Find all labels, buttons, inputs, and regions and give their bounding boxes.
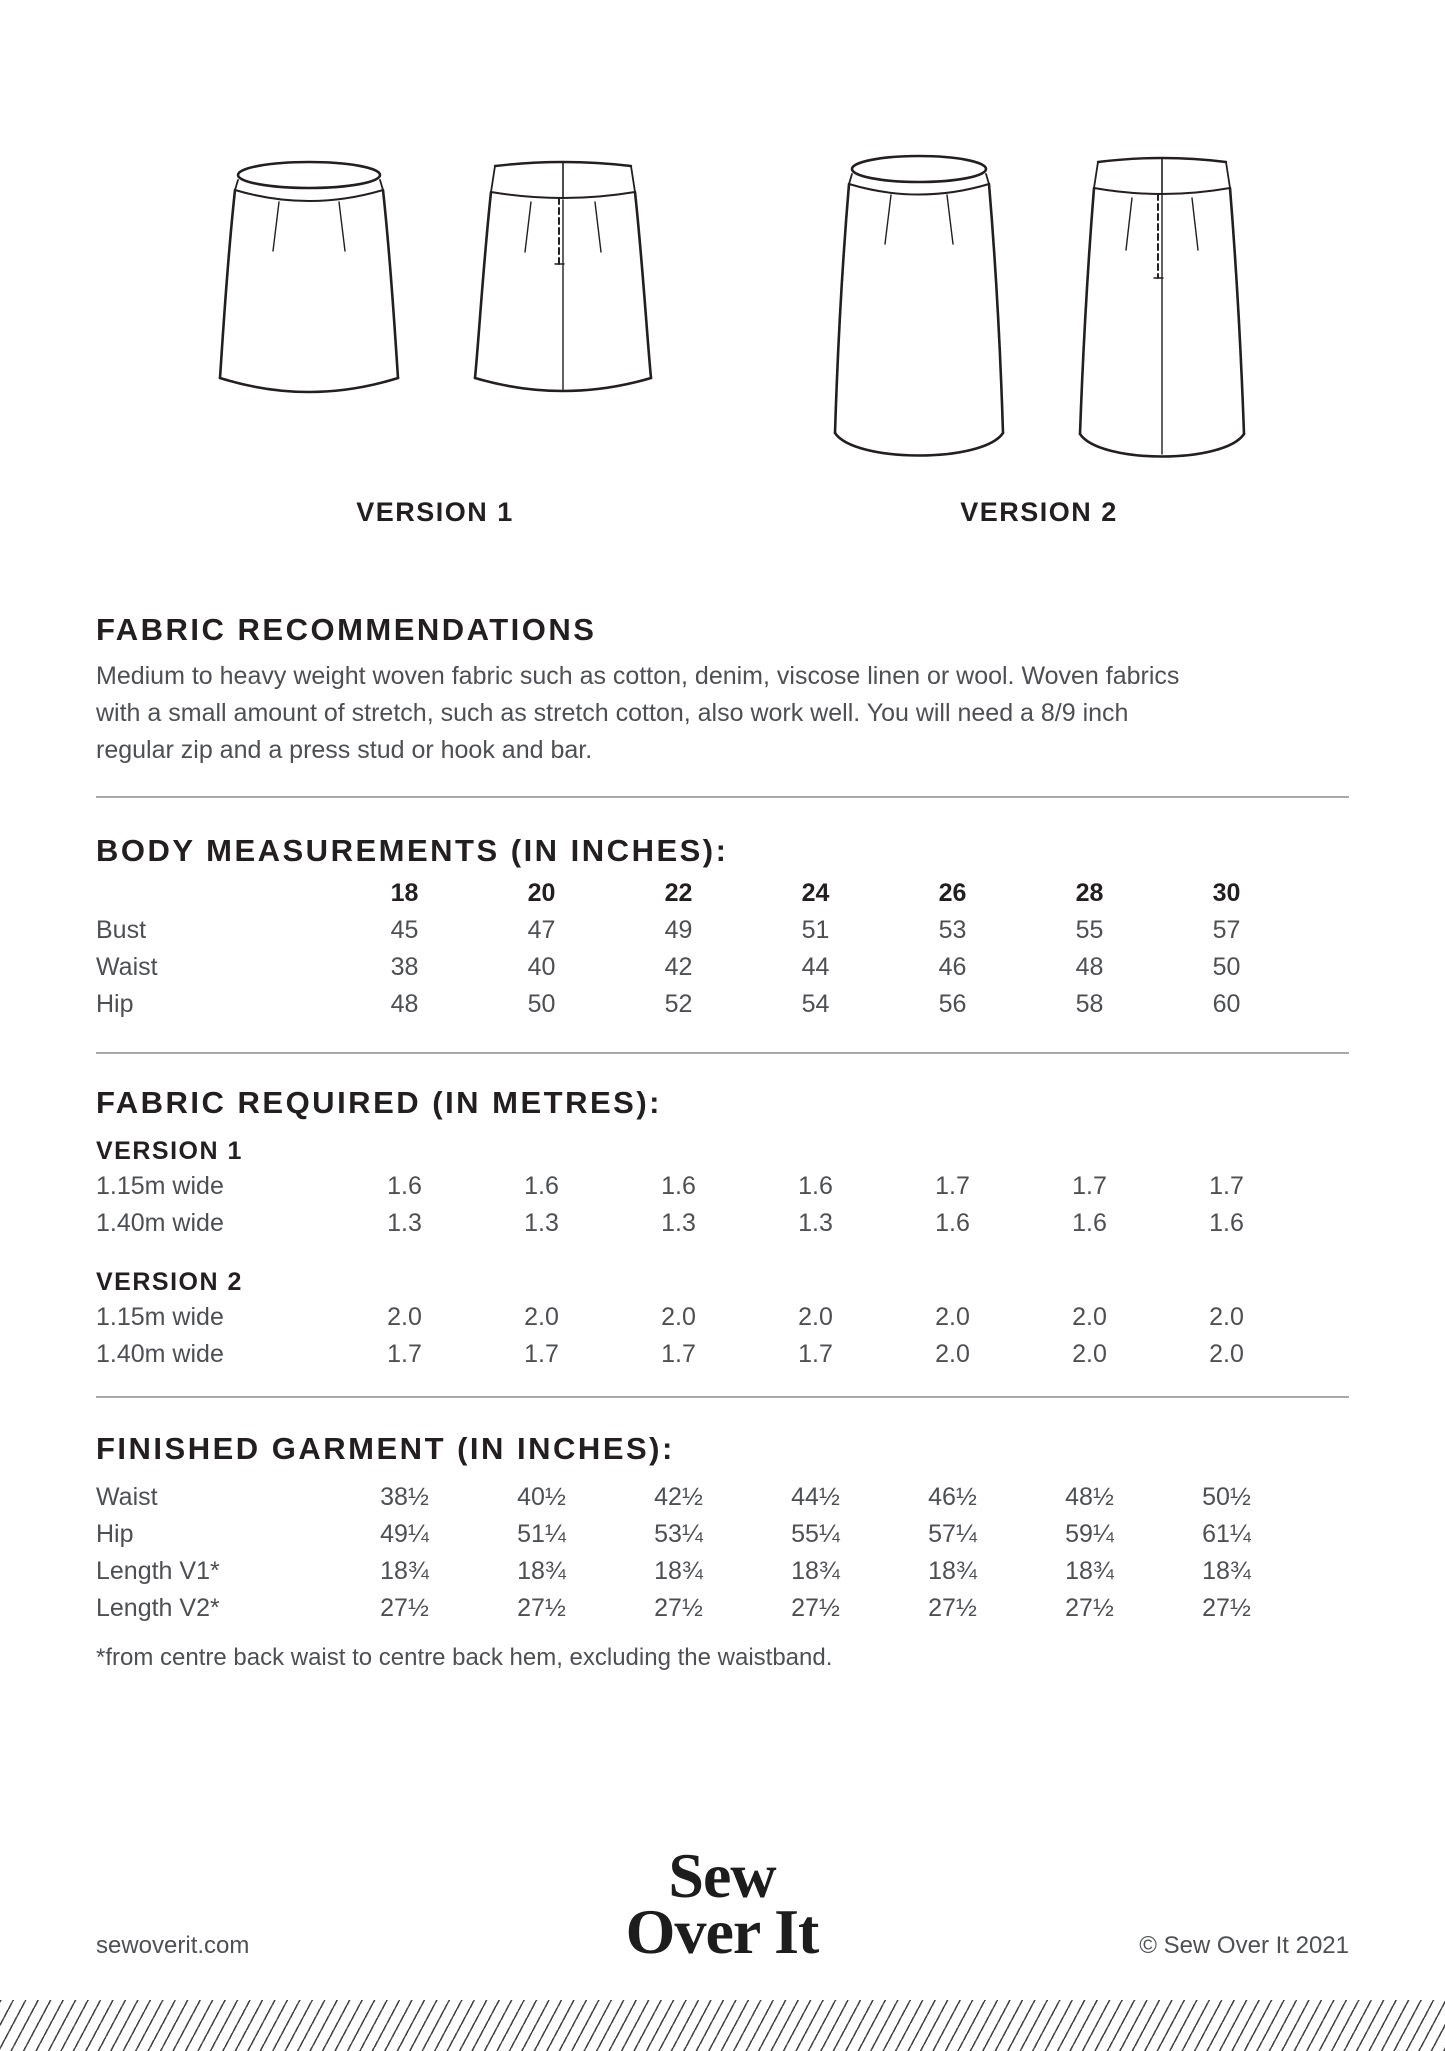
measurement-cell: 57: [1212, 916, 1241, 944]
measurement-cell: 58: [1075, 990, 1104, 1018]
measurement-cell: 1.3: [387, 1209, 422, 1237]
measurement-cell: 60: [1212, 990, 1241, 1018]
measurement-cell: 46½: [928, 1483, 977, 1511]
measurement-cell: 55¼: [791, 1520, 840, 1548]
measurement-cell: 2.0: [935, 1303, 970, 1331]
size-column-header: 18: [390, 879, 419, 907]
measurement-cell: 45: [390, 916, 419, 944]
measurement-cell: 40½: [517, 1483, 566, 1511]
measurement-cell: 1.3: [798, 1209, 833, 1237]
measurement-cell: 2.0: [1072, 1340, 1107, 1368]
measurement-cell: 2.0: [387, 1303, 422, 1331]
measurement-cell: 18¾: [791, 1557, 840, 1585]
measurement-cell: 18¾: [1202, 1557, 1251, 1585]
measurement-cell: 1.7: [1072, 1172, 1107, 1200]
measurement-cell: 1.7: [798, 1340, 833, 1368]
fabric-recommendations-text-line: Medium to heavy weight woven fabric such as cotton, denim, viscose linen or wool. Woven fabrics: [96, 662, 1180, 690]
section-divider: [96, 1396, 1349, 1398]
measurement-cell: 53¼: [654, 1520, 703, 1548]
fabric-recommendations-section: [96, 612, 1349, 769]
measurement-cell: 1.6: [935, 1209, 970, 1237]
fabric-recommendations-text-line: regular zip and a press stud or hook and bar.: [96, 736, 593, 764]
version1-diagram-label: VERSION 1: [356, 497, 514, 527]
measurement-cell: 27½: [654, 1594, 703, 1622]
fabric-recommendations-heading: FABRIC RECOMMENDATIONS: [96, 612, 597, 647]
version2-diagram-label: VERSION 2: [960, 497, 1118, 527]
measurement-cell: 53: [938, 916, 967, 944]
row-label: Length V2*: [96, 1594, 220, 1622]
measurement-cell: 47: [527, 916, 556, 944]
measurement-cell: 27½: [380, 1594, 429, 1622]
measurement-cell: 40: [527, 953, 556, 981]
size-column-header: 22: [664, 879, 693, 907]
measurement-cell: 1.6: [1209, 1209, 1244, 1237]
measurement-cell: 2.0: [524, 1303, 559, 1331]
measurement-cell: 50: [527, 990, 556, 1018]
measurement-cell: 50: [1212, 953, 1241, 981]
sew-over-it-logo: [625, 1840, 819, 1967]
measurement-cell: 27½: [1202, 1594, 1251, 1622]
measurement-cell: 48: [1075, 953, 1104, 981]
skirt-v2-front-drawing: [831, 149, 1007, 472]
finished-garment-table: [96, 1479, 1349, 1627]
measurement-cell: 2.0: [1209, 1340, 1244, 1368]
body-measurements-heading: BODY MEASUREMENTS (IN INCHES):: [96, 833, 729, 868]
row-label: 1.15m wide: [96, 1172, 224, 1200]
measurement-cell: 52: [664, 990, 693, 1018]
body-measurements-section: [96, 833, 1349, 1023]
fabric-required-heading: FABRIC REQUIRED (IN METRES):: [96, 1085, 662, 1120]
measurement-cell: 2.0: [1209, 1303, 1244, 1331]
measurement-cell: 18¾: [517, 1557, 566, 1585]
body-measurements-table: [96, 875, 1349, 1023]
measurement-cell: 38½: [380, 1483, 429, 1511]
measurement-cell: 44: [801, 953, 830, 981]
section-divider: [96, 1052, 1349, 1054]
size-column-header: 28: [1075, 879, 1104, 907]
finished-garment-heading: FINISHED GARMENT (IN INCHES):: [96, 1431, 675, 1466]
website-url: sewoverit.com: [96, 1932, 250, 1959]
measurement-cell: 1.6: [661, 1172, 696, 1200]
fabric-required-version2-subheading: VERSION 2: [96, 1268, 243, 1296]
measurement-cell: 44½: [791, 1483, 840, 1511]
measurement-cell: 2.0: [1072, 1303, 1107, 1331]
row-label: Waist: [96, 1483, 158, 1511]
size-column-header: 20: [527, 879, 556, 907]
measurement-cell: 27½: [1065, 1594, 1114, 1622]
finished-garment-section: [96, 1431, 1349, 1673]
row-label: 1.15m wide: [96, 1303, 224, 1331]
bottom-hatch-border: [0, 2000, 1445, 2051]
measurement-cell: 1.6: [524, 1172, 559, 1200]
measurement-cell: 1.7: [524, 1340, 559, 1368]
measurement-cell: 18¾: [654, 1557, 703, 1585]
measurement-cell: 57¼: [928, 1520, 977, 1548]
row-label: Hip: [96, 990, 134, 1018]
measurement-cell: 59¼: [1065, 1520, 1114, 1548]
measurement-cell: 54: [801, 990, 830, 1018]
size-column-header: 26: [938, 879, 967, 907]
length-measurement-footnote: *from centre back waist to centre back hem, excluding the waistband.: [96, 1644, 833, 1671]
skirt-v2-back-drawing: [1076, 148, 1248, 471]
empty-corner-cell: [96, 875, 336, 912]
measurement-cell: 48: [390, 990, 419, 1018]
measurement-cell: 55: [1075, 916, 1104, 944]
measurement-cell: 18¾: [928, 1557, 977, 1585]
measurement-cell: 1.7: [387, 1340, 422, 1368]
logo-line-1: Sew: [668, 1840, 776, 1911]
measurement-cell: 1.7: [935, 1172, 970, 1200]
measurement-cell: 1.3: [661, 1209, 696, 1237]
measurement-cell: 42: [664, 953, 693, 981]
measurement-cell: 51¼: [517, 1520, 566, 1548]
fabric-required-version1-subheading: VERSION 1: [96, 1137, 243, 1165]
measurement-cell: 2.0: [661, 1303, 696, 1331]
measurement-cell: 49: [664, 916, 693, 944]
fabric-required-version2-table: [96, 1299, 1349, 1373]
row-label: Hip: [96, 1520, 134, 1548]
row-label: Length V1*: [96, 1557, 220, 1585]
fabric-recommendations-text-line: with a small amount of stretch, such as stretch cotton, also work well. You will need a 8/9 inch: [96, 699, 1129, 727]
measurement-cell: 27½: [928, 1594, 977, 1622]
skirt-v1-back-drawing: [471, 152, 655, 411]
size-column-header: 24: [801, 879, 830, 907]
row-label: Bust: [96, 916, 147, 944]
measurement-cell: 51: [801, 916, 830, 944]
section-divider: [96, 796, 1349, 798]
measurement-cell: 1.6: [798, 1172, 833, 1200]
measurement-cell: 1.7: [1209, 1172, 1244, 1200]
measurement-cell: 1.6: [387, 1172, 422, 1200]
logo-line-2: Over It: [625, 1896, 819, 1967]
measurement-cell: 18¾: [380, 1557, 429, 1585]
size-column-header: 30: [1212, 879, 1241, 907]
measurement-cell: 56: [938, 990, 967, 1018]
skirt-v1-front-drawing: [215, 154, 403, 411]
row-label: Waist: [96, 953, 158, 981]
copyright-notice: © Sew Over It 2021: [1139, 1932, 1349, 1959]
row-label: 1.40m wide: [96, 1340, 224, 1368]
fabric-required-version1-table: [96, 1168, 1349, 1242]
measurement-cell: 2.0: [798, 1303, 833, 1331]
fabric-required-section: [96, 1085, 1349, 1373]
measurement-cell: 18¾: [1065, 1557, 1114, 1585]
measurement-cell: 48½: [1065, 1483, 1114, 1511]
row-label: 1.40m wide: [96, 1209, 224, 1237]
measurement-cell: 27½: [791, 1594, 840, 1622]
measurement-cell: 38: [390, 953, 419, 981]
measurement-cell: 61¼: [1202, 1520, 1251, 1548]
measurement-cell: 1.7: [661, 1340, 696, 1368]
measurement-cell: 49¼: [380, 1520, 429, 1548]
measurement-cell: 2.0: [935, 1340, 970, 1368]
measurement-cell: 50½: [1202, 1483, 1251, 1511]
measurement-cell: 1.6: [1072, 1209, 1107, 1237]
measurement-cell: 42½: [654, 1483, 703, 1511]
measurement-cell: 27½: [517, 1594, 566, 1622]
measurement-cell: 1.3: [524, 1209, 559, 1237]
measurement-cell: 46: [938, 953, 967, 981]
